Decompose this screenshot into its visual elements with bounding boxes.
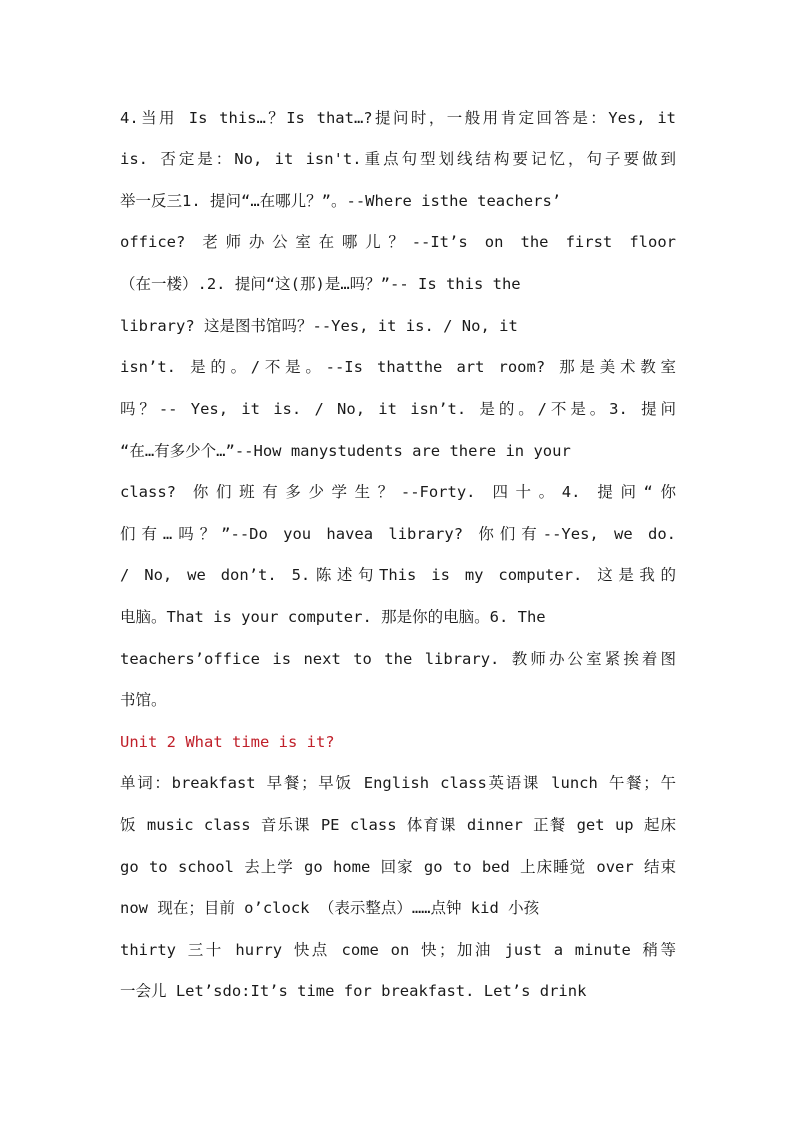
vocab-line: go to school 去上学 go home 回家 go to bed 上床睡觉 over 结束: [120, 858, 676, 876]
text-line: class? 你们班有多少学生？--Forty. 四十。4. 提问“你: [120, 483, 676, 501]
vocab-line: 一会儿 Let’sdo:It’s time for breakfast. Let’s drink: [120, 982, 587, 1000]
text-line: is. 否定是：No, it isn't.重点句型划线结构要记忆，句子要做到: [120, 150, 676, 168]
text-line: 们有…吗？”--Do you havea library? 你们有--Yes, we do.: [120, 525, 676, 543]
text-line: 举一反三1. 提问“…在哪儿？”。--Where isthe teachers’: [120, 192, 562, 210]
text-line: 电脑。That is your computer. 那是你的电脑。6. The: [120, 608, 546, 626]
text-line: 书馆。: [120, 691, 167, 709]
unit-heading: Unit 2 What time is it?: [120, 733, 335, 751]
text-line: / No, we don’t. 5.陈述句This is my computer. 这是我的: [120, 566, 676, 584]
text-line: isn’t. 是的。/不是。--Is thatthe art room? 那是美术教室: [120, 358, 676, 376]
text-line: （在一楼）.2. 提问“这(那)是…吗？”-- Is this the: [120, 275, 521, 293]
vocab-line: thirty 三十 hurry 快点 come on 快；加油 just a minute 稍等: [120, 941, 676, 959]
text-line: office? 老师办公室在哪儿？--It’s on the first floor: [120, 233, 676, 251]
text-line: 吗？-- Yes, it is. / No, it isn’t. 是的。/不是。3. 提问: [120, 400, 676, 418]
text-line: 4.当用 Is this…？Is that…?提问时，一般用肯定回答是：Yes, it: [120, 109, 676, 127]
vocab-line: 单词：breakfast 早餐；早饭 English class英语课 lunch 午餐；午: [120, 774, 676, 792]
vocab-line: now 现在；目前 o’clock （表示整点）……点钟 kid 小孩: [120, 899, 540, 917]
text-line: “在…有多少个…”--How manystudents are there in your: [120, 442, 571, 460]
vocab-line: 饭 music class 音乐课 PE class 体育课 dinner 正餐 get up 起床: [120, 816, 676, 834]
text-line: teachers’office is next to the library. 教师办公室紧挨着图: [120, 650, 676, 668]
text-line: library? 这是图书馆吗？--Yes, it is. / No, it: [120, 317, 518, 335]
